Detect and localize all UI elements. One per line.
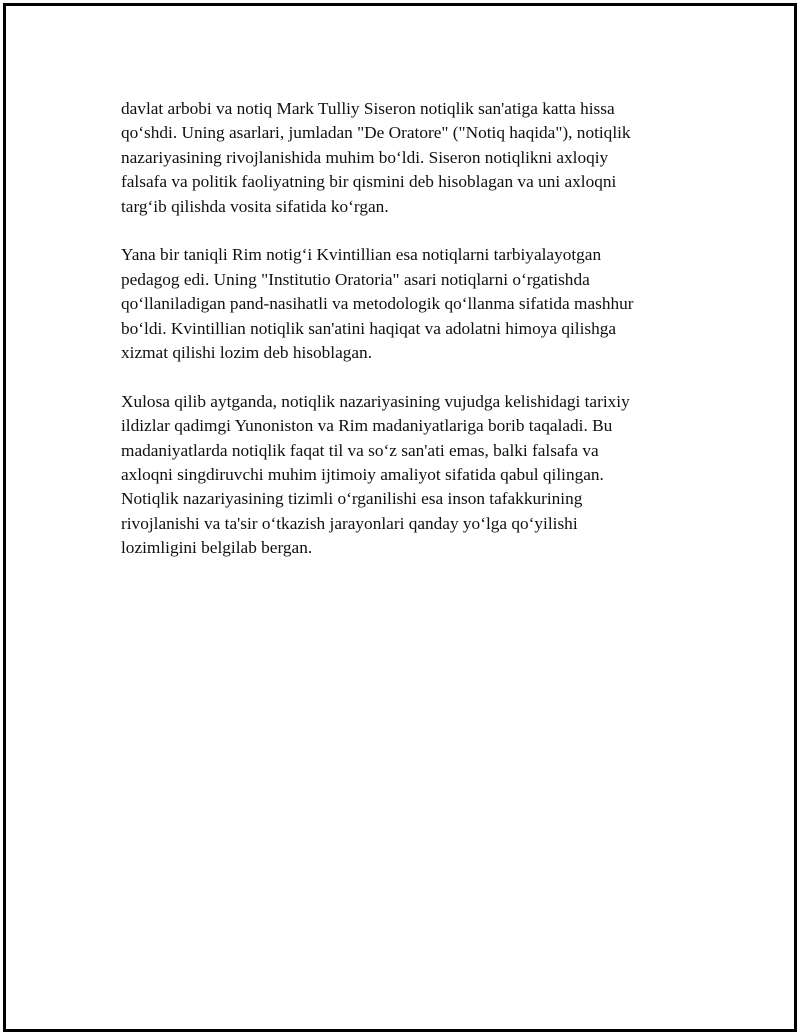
text-line: qo‘shdi. Uning asarlari, jumladan "De Oratore" ("Notiq haqida"), notiqlik (121, 123, 631, 143)
paragraph-siseron (121, 97, 681, 219)
text-line: falsafa va politik faoliyatning bir qismini deb hisoblagan va uni axloqni (121, 172, 617, 192)
text-line: Xulosa qilib aytganda, notiqlik nazariyasining vujudga kelishidagi tarixiy (121, 391, 630, 411)
text-line: pedagog edi. Uning "Institutio Oratoria" asari notiqlarni o‘rgatishda (121, 269, 590, 289)
text-line: targ‘ib qilishda vosita sifatida ko‘rgan. (121, 196, 389, 216)
page-frame (3, 3, 797, 1032)
text-line: rivojlanishi va ta'sir o‘tkazish jarayonlari qanday yo‘lga qo‘yilishi (121, 513, 578, 533)
document-body (121, 97, 681, 585)
paragraph-kvintillian (121, 243, 681, 365)
text-line: madaniyatlarda notiqlik faqat til va so‘z san'ati emas, balki falsafa va (121, 440, 599, 460)
text-line: nazariyasining rivojlanishida muhim bo‘ldi. Siseron notiqlikni axloqiy (121, 147, 609, 167)
text-line: Yana bir taniqli Rim notig‘i Kvintillian esa notiqlarni tarbiyalayotgan (121, 245, 602, 265)
text-line: xizmat qilishi lozim deb hisoblagan. (121, 343, 373, 363)
text-line: axloqni singdiruvchi muhim ijtimoiy amaliyot sifatida qabul qilingan. (121, 465, 604, 485)
text-line: ildizlar qadimgi Yunoniston va Rim madaniyatlariga borib taqaladi. Bu (121, 416, 613, 436)
text-line: bo‘ldi. Kvintillian notiqlik san'atini haqiqat va adolatni himoya qilishga (121, 318, 617, 338)
text-line: Notiqlik nazariyasining tizimli o‘rganilishi esa inson tafakkurining (121, 489, 583, 509)
text-line: lozimligini belgilab bergan. (121, 538, 313, 558)
text-line: qo‘llaniladigan pand-nasihatli va metodologik qo‘llanma sifatida mashhur (121, 294, 634, 314)
paragraph-conclusion (121, 390, 681, 561)
text-line: davlat arbobi va notiq Mark Tulliy Siseron notiqlik san'atiga katta hissa (121, 99, 615, 118)
